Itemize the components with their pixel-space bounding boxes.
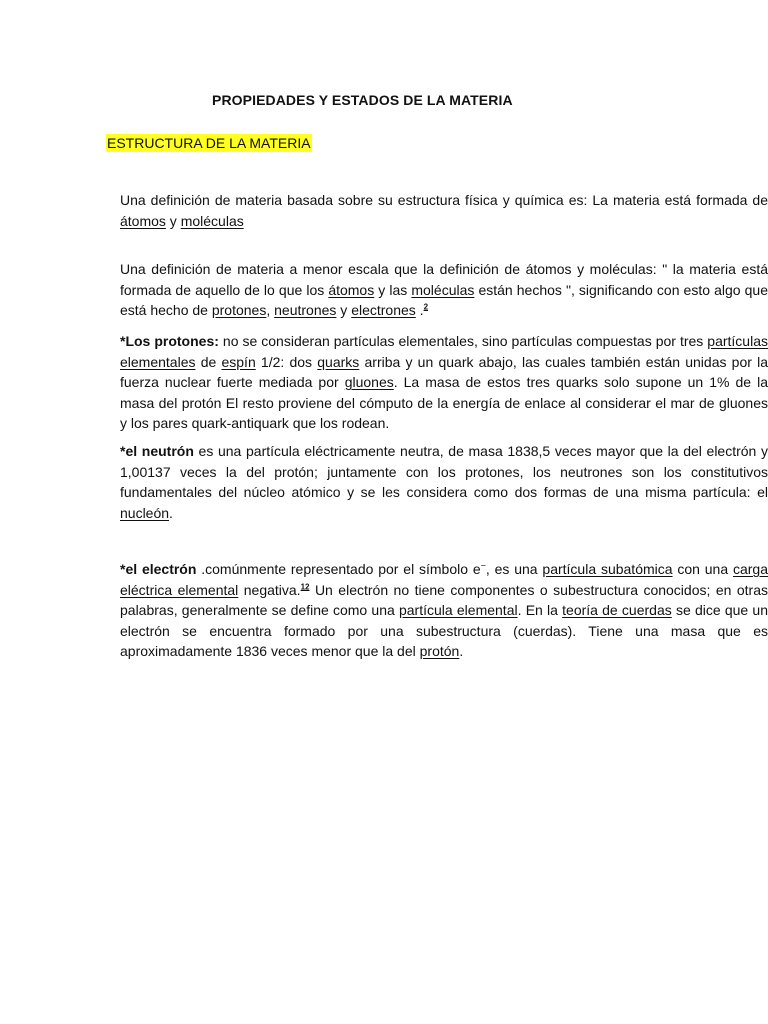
footnote-reference[interactable]: 2 [423, 302, 429, 312]
link-atomos[interactable]: átomos [328, 281, 375, 298]
link-quarks[interactable]: quarks [317, 353, 360, 370]
link-atomos[interactable]: átomos [120, 212, 166, 229]
paragraph-electron: *el electrón .comúnmente representado por el símbolo e−, es una partícula subatómica con una carga eléctrica elemental negativa.$^{12}$ Un electrón no tiene componentes o subestructura conocidos; en otras palabras, generalmente se define como una partícula elemental. En la teoría de cuerdas se dice que un electrón se encuentra formado por una subestructura (cuerdas). Tiene una masa que es aproximadamente 1836 veces menor que la del protón. [120, 560, 768, 659]
term-neutron: *el neutrón [120, 443, 194, 459]
link-particula-elemental[interactable]: partícula elemental [398, 602, 518, 618]
section-heading-highlighted: ESTRUCTURA DE LA MATERIA [107, 135, 311, 151]
link-proton[interactable]: protón [419, 643, 460, 659]
link-gluones[interactable]: gluones [344, 374, 394, 390]
link-carga-electrica-elemental[interactable]: carga eléctrica elemental [120, 561, 768, 598]
paragraph-neutron: *el neutrón es una partícula eléctricamente neutra, de masa 1838,5 veces mayor que la del electrón y 1,00137 veces la del protón; juntamente con los protones, los neutrones son los constitutivos fundamentales del núcleo atómico y se les considera como dos formas de una misma partícula: el nucleón. [120, 443, 768, 521]
paragraph-protons: *Los protones: no se consideran partículas elementales, sino partículas compuestas por tres partículas elementales de espín 1/2: dos quarks arriba y un quark abajo, las cuales también están unidas por la fuerza nuclear fuerte mediada por gluones. La masa de estos tres quarks solo supone un 1% de la masa del protón El resto proviene del cómputo de la energía de enlace al considerar el mar de gluones y los pares quark-antiquark que los rodean. [120, 333, 768, 431]
link-particula-subatomica[interactable]: partícula subatómica [542, 561, 673, 577]
document-title: PROPIEDADES Y ESTADOS DE LA MATERIA [212, 92, 513, 108]
term-protones: *Los protones: [120, 333, 219, 349]
link-particulas-elementales[interactable]: partículas elementales [120, 333, 768, 370]
link-nucleon[interactable]: nucleón [120, 504, 170, 521]
paragraph-definition-small-scale: Una definición de materia a menor escala que la definición de átomos y moléculas: " la materia está formada de aquello de lo que los átomos y las moléculas están hechos ", significando con esto algo que está hecho de protones, neutrones y electrones .$^2$ [120, 261, 768, 318]
term-electron: *el electrón [120, 561, 197, 577]
link-protones[interactable]: protones [211, 302, 267, 318]
link-electrones[interactable]: electrones [351, 302, 416, 318]
link-teoria-de-cuerdas[interactable]: teoría de cuerdas [562, 602, 672, 618]
link-moleculas[interactable]: moléculas [180, 212, 244, 229]
link-espin[interactable]: espín [221, 353, 256, 370]
link-neutrones[interactable]: neutrones [274, 302, 337, 318]
electron-charge-superscript: − [480, 560, 486, 571]
footnote-reference[interactable]: 12 [300, 581, 310, 591]
paragraph-definition-structure: Una definición de materia basada sobre su estructura física y química es: La materia está formada de átomos y moléculas [120, 192, 768, 229]
link-moleculas[interactable]: moléculas [411, 281, 475, 298]
